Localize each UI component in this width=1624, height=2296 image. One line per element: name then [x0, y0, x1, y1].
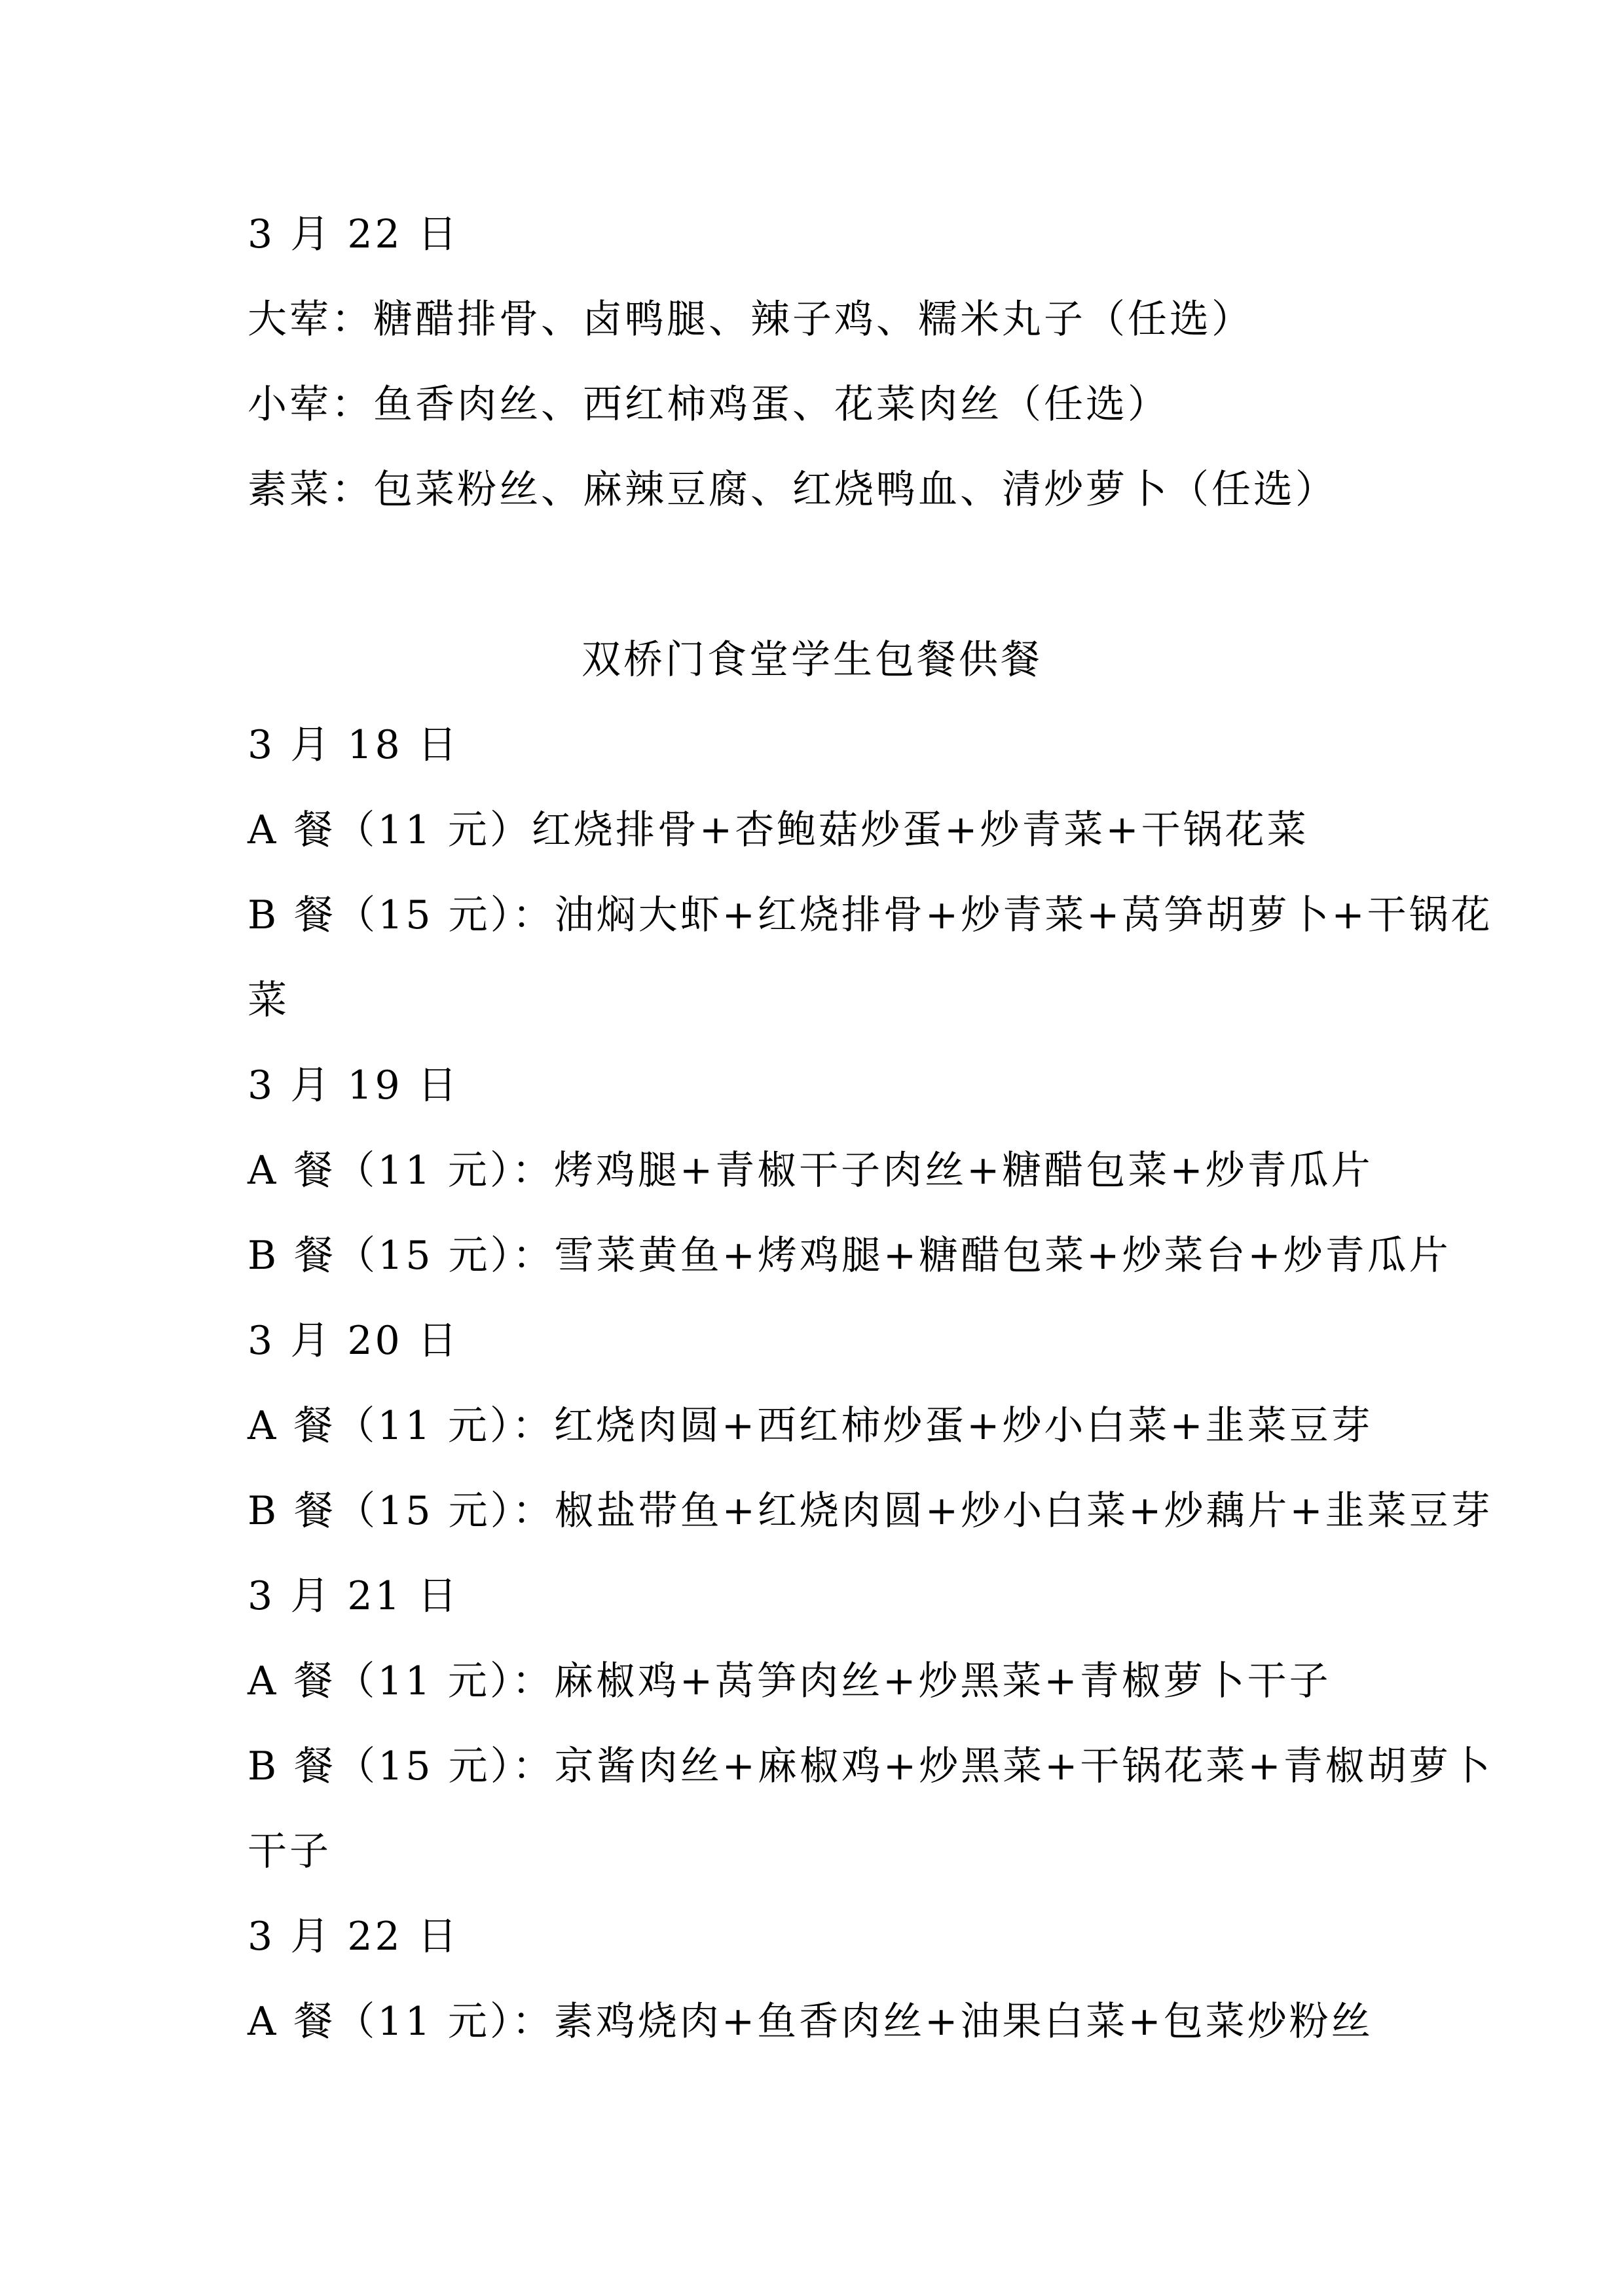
menu-dazhu: 大荤：糖醋排骨、卤鸭腿、辣子鸡、糯米丸子（任选） [248, 297, 1253, 342]
meal-a: A 餐（11 元）：素鸡烧肉+鱼香肉丝+油果白菜+包菜炒粉丝 [248, 1999, 1373, 2045]
meal-a: A 餐（11 元）：麻椒鸡+莴笋肉丝+炒黑菜+青椒萝卜干子 [248, 1658, 1331, 1704]
day-date: 3 月 20 日 [248, 1318, 460, 1364]
meal-b-continued: 菜 [248, 977, 289, 1023]
menu-sucai: 素菜：包菜粉丝、麻辣豆腐、红烧鸭血、清炒萝卜（任选） [248, 467, 1337, 513]
meal-b: B 餐（15 元）：雪菜黄鱼+烤鸡腿+糖醋包菜+炒菜台+炒青瓜片 [248, 1233, 1451, 1279]
day-date: 3 月 18 日 [248, 722, 460, 768]
top-date: 3 月 22 日 [248, 211, 460, 257]
day-date: 3 月 22 日 [248, 1914, 460, 1959]
day-date: 3 月 19 日 [248, 1063, 460, 1108]
meal-a: A 餐（11 元）红烧排骨+杏鲍菇炒蛋+炒青菜+干锅花菜 [248, 807, 1309, 853]
menu-xiaozhu: 小荤：鱼香肉丝、西红柿鸡蛋、花菜肉丝（任选） [248, 382, 1170, 428]
day-date: 3 月 21 日 [248, 1573, 460, 1619]
meal-b: B 餐（15 元）：椒盐带鱼+红烧肉圆+炒小白菜+炒藕片+韭菜豆芽 [248, 1488, 1493, 1534]
meal-a: A 餐（11 元）：烤鸡腿+青椒干子肉丝+糖醋包菜+炒青瓜片 [248, 1148, 1373, 1194]
meal-b: B 餐（15 元）：京酱肉丝+麻椒鸡+炒黑菜+干锅花菜+青椒胡萝卜 [248, 1743, 1493, 1789]
meal-a: A 餐（11 元）：红烧肉圆+西红柿炒蛋+炒小白菜+韭菜豆芽 [248, 1403, 1373, 1449]
meal-b-continued: 干子 [248, 1829, 331, 1874]
meal-b: B 餐（15 元）：油焖大虾+红烧排骨+炒青菜+莴笋胡萝卜+干锅花 [248, 892, 1493, 938]
section-title: 双桥门食堂学生包餐供餐 [581, 637, 1043, 683]
